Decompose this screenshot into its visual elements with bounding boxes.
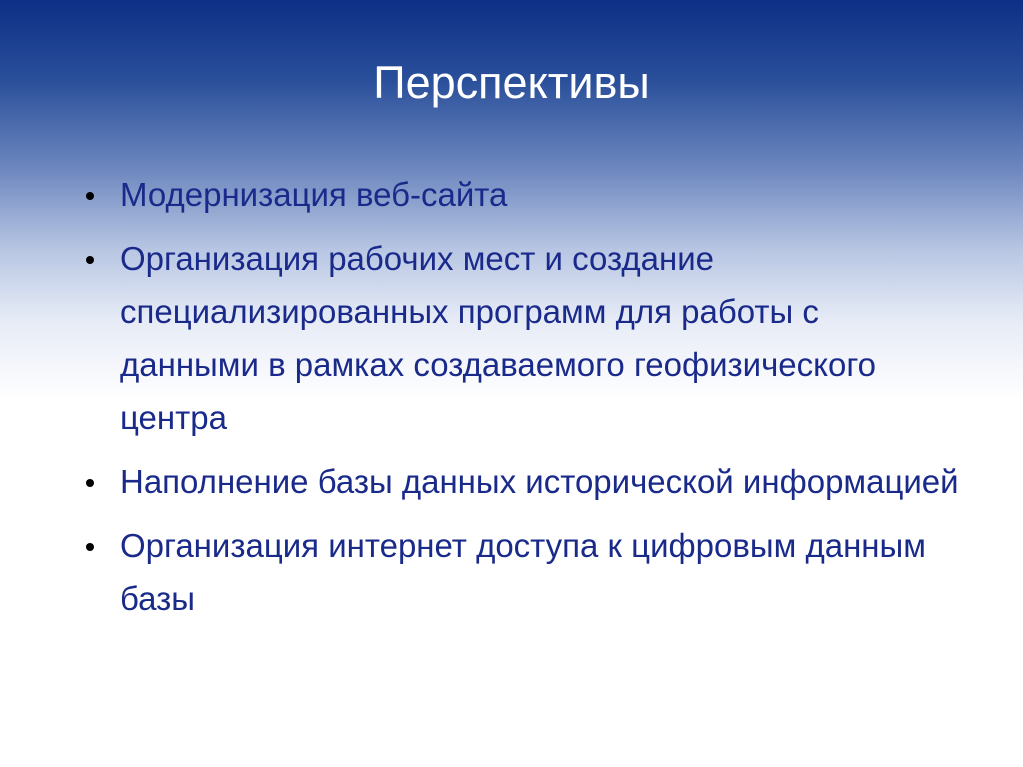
bullet-text: Организация рабочих мест и создание специализированных программ для работы с данными в рамках создаваемого геофизического центра — [120, 240, 876, 436]
bullet-icon — [86, 256, 94, 264]
list-item — [84, 168, 964, 221]
bullet-icon — [86, 543, 94, 551]
bullet-icon — [86, 479, 94, 487]
bullet-list — [84, 168, 964, 636]
slide-title: Перспективы — [373, 57, 650, 108]
bullet-text: Организация интернет доступа к цифровым данным базы — [120, 527, 926, 617]
list-item — [84, 519, 964, 625]
bullet-text: Наполнение базы данных исторической информацией — [120, 463, 959, 500]
list-item — [84, 232, 964, 444]
list-item — [84, 455, 964, 508]
bullet-icon — [86, 192, 94, 200]
bullet-text: Модернизация веб-сайта — [120, 176, 508, 213]
